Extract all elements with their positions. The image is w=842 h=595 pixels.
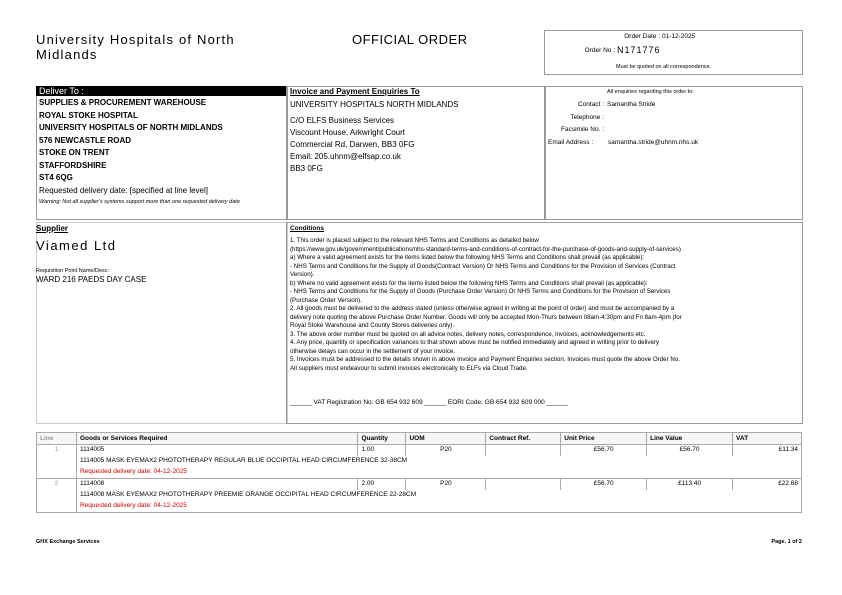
- invoice-line: C/O ELFS Business Services: [290, 116, 395, 125]
- quote-note: Must be quoted on all correspondence.: [616, 64, 712, 70]
- condition-line: 1. This order is placed subject to the relevant NHS Terms and Conditions as detailed below: [290, 237, 539, 244]
- col-line-value: Line Value: [647, 433, 733, 445]
- cell-description: 1114005 MASK EYEMAX2 PHOTOTHERAPY REGULAR BLUE OCCIPITAL HEAD CIRCUMFERENCE 32-38CM: [76, 456, 801, 467]
- delivery-warning: Warning: Not all supplier's systems support more than one requested delivery date: [39, 199, 240, 205]
- condition-line: - NHS Terms and Conditions for the Supply of Goods (Purchase Order Version) Or NHS Terms and Conditions for the Provision of Services: [290, 288, 671, 295]
- condition-line: All suppliers must endeavour to submit invoices electronically to ELFs via Cloud Trade.: [290, 364, 528, 372]
- requisition-value: WARD 216 PAEDS DAY CASE: [36, 275, 147, 284]
- invoice-address: [290, 99, 458, 175]
- condition-line: 3. The above order number must be quoted on all advice notes, delivery notes, correspondence, invoices, acknowledgements etc.: [290, 330, 646, 338]
- condition-line: (https://www.gov.uk/government/publications/nhs-standard-terms-and-conditions-of-contract-for-the-purchase-of-goods-and-supply-of-services): [290, 245, 681, 253]
- cell-vat: £11.34: [733, 445, 802, 457]
- cell-qty: 2.00: [358, 479, 406, 491]
- cell-uom: P20: [406, 445, 486, 457]
- table-row: [37, 445, 802, 457]
- condition-line: Royal Stoke Warehouse and County Stores deliveries only).: [290, 322, 455, 329]
- email-address[interactable]: samantha.stride@uhnm.nhs.uk: [608, 139, 699, 146]
- cell-requested-date: Requested delivery date: 04-12-2025: [76, 467, 801, 479]
- condition-line: b) Where no valid agreement exists for the items listed below the following NHS Terms and Conditions shall prevail (as applicable):: [290, 279, 648, 287]
- address-line: ST4 6QG: [39, 173, 73, 182]
- col-line: Line: [37, 433, 77, 445]
- supplier-heading: Supplier: [36, 224, 69, 233]
- conditions-text: [290, 237, 800, 373]
- table-row-description: [37, 490, 802, 501]
- condition-line: 2. All goods must be delivered to the address stated (unless otherwise agreed in writing at the point of order) and must be accompanied by a: [290, 305, 675, 312]
- condition-line: a) Where a valid agreement exists for the items listed below the following NHS Terms and Conditions shall prevail (as applicable):: [290, 254, 645, 261]
- cell-description: 1114008 MASK EYEMAX2 PHOTOTHERAPY PREEMIE ORANGE OCCIPITAL HEAD CIRCUMFERENCE 22-28CM: [76, 490, 801, 501]
- cell-requested-date: Requested delivery date: 04-12-2025: [76, 501, 801, 513]
- page-number: Page. 1 of 2: [771, 539, 802, 545]
- organisation-name: [36, 32, 235, 62]
- condition-line: 4. Any price, quantity or specification variances to that shown above must be notified immediately and agreed in writing prior to delivery: [290, 339, 660, 346]
- telephone-label: Telephone :: [570, 114, 604, 121]
- col-uom: UOM: [406, 433, 486, 445]
- table-row-description: [37, 456, 802, 467]
- col-contract: Contract Ref.: [486, 433, 561, 445]
- invoice-line: Email: 205.uhnm@elfsap.co.uk: [290, 152, 401, 161]
- address-line: SUPPLIES & PROCUREMENT WAREHOUSE: [39, 98, 207, 107]
- condition-line: 5. Invoices must be addressed to the details shown in above Invoice and Payment Enquiries section. Invoices must quote the above Order No.: [290, 356, 681, 363]
- cell-unit-price: £56.70: [561, 445, 647, 457]
- deliver-address: [39, 97, 223, 185]
- invoice-line: Commercial Rd, Darwen, BB3 0FG: [290, 140, 415, 149]
- cell-qty: 1.00: [358, 445, 406, 457]
- condition-line: otherwise delays can occur in the settlement of your invoice.: [290, 347, 456, 355]
- enquiries-heading: All enquiries regarding this order to:: [607, 89, 694, 95]
- address-line: ROYAL STOKE HOSPITAL: [39, 110, 138, 120]
- col-unit-price: Unit Price: [561, 433, 647, 445]
- cell-line: 1: [37, 445, 77, 457]
- supplier-name: Viamed Ltd: [36, 238, 117, 253]
- cell-contract: [486, 445, 561, 457]
- condition-line: (Purchase Order Version).: [290, 296, 362, 304]
- condition-line: - NHS Terms and Conditions for the Supply of Goods(Contract Version) Or NHS Terms and Conditions for the Provision of Services (Contract: [290, 262, 676, 270]
- address-line: UNIVERSITY HOSPITALS OF NORTH MIDLANDS: [39, 123, 223, 132]
- table-row-date: [37, 467, 802, 479]
- cell-code: 1114005: [76, 445, 358, 457]
- footer-left: GHX Exchange Services: [36, 539, 100, 545]
- org-line-2: Midlands: [36, 47, 98, 62]
- cell-line: 2: [37, 479, 77, 491]
- conditions-heading: Conditions: [290, 225, 324, 232]
- table-row-date: [37, 501, 802, 513]
- invoice-heading: Invoice and Payment Enquiries To: [290, 87, 420, 96]
- deliver-to-heading: Deliver To :: [36, 86, 287, 96]
- document-title: OFFICIAL ORDER: [352, 32, 468, 47]
- requisition-label: Requisition Point Name/Desc:: [36, 268, 110, 274]
- invoice-line: BB3 0FG: [290, 164, 323, 173]
- table-header-row: [37, 433, 802, 445]
- address-line: STAFFORDSHIRE: [39, 160, 107, 170]
- invoice-line: UNIVERSITY HOSPITALS NORTH MIDLANDS: [290, 100, 459, 109]
- cell-contract: [486, 479, 561, 491]
- cell-code: 1114008: [76, 479, 358, 491]
- cell-unit-price: £56.70: [561, 479, 647, 491]
- invoice-line: Viscount House, Arkwright Court: [290, 128, 406, 137]
- contact-label: Contact :: [577, 101, 604, 108]
- cell-line-value: £113.40: [647, 479, 733, 491]
- facsimile-label: Facsimile No. :: [561, 126, 604, 133]
- requested-delivery-date: Requested delivery date: [specified at line level]: [39, 186, 208, 195]
- col-quantity: Quantity: [358, 433, 406, 445]
- cell-vat: £22.68: [733, 479, 802, 491]
- vat-registration: ______ VAT Registration No: GB 654 932 609 ______ EORI Code: GB 654 932 609 000 ______: [290, 399, 569, 406]
- order-date: 01-12-2025: [662, 33, 696, 40]
- condition-line: delivery note quoting the above Purchase Order Number. Goods will only be accepted Mon-Thurs between 08am-4:30pm and Fri 8am-4pm (for: [290, 313, 682, 321]
- order-number: N171776: [617, 45, 661, 55]
- address-line: STOKE ON TRENT: [39, 148, 110, 157]
- address-line: 576 NEWCASTLE ROAD: [39, 135, 132, 145]
- col-vat: VAT: [733, 433, 802, 445]
- org-line-1: University Hospitals of North: [36, 32, 235, 47]
- email-label: Email Address :: [548, 139, 594, 146]
- cell-line-value: £56.70: [647, 445, 733, 457]
- order-date-label: Order Date :: [624, 33, 660, 40]
- order-no-label: Order No :: [584, 47, 615, 54]
- contact-name: Samantha Stride: [607, 101, 656, 108]
- order-lines-table: [36, 432, 802, 513]
- condition-line: Version).: [290, 271, 315, 278]
- table-row: [37, 479, 802, 491]
- col-goods: Goods or Services Required: [76, 433, 358, 445]
- cell-uom: P20: [406, 479, 486, 491]
